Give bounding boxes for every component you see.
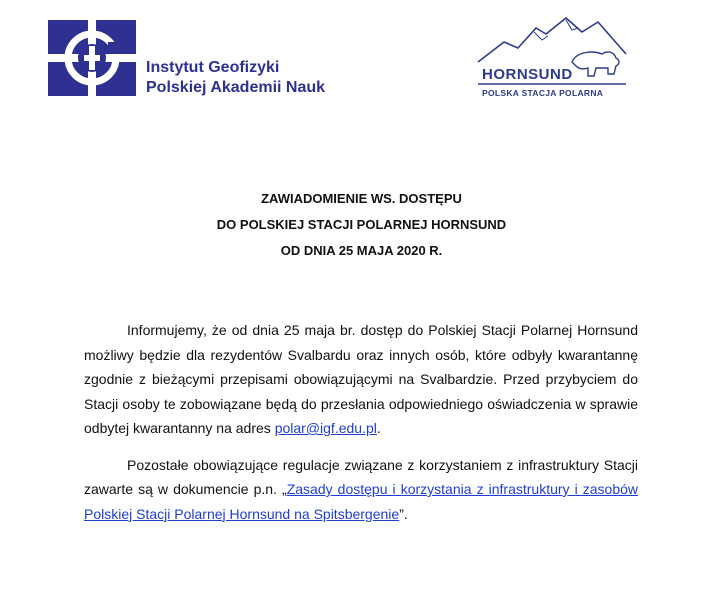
title-line3: OD DNIA 25 MAJA 2020 R.	[280, 243, 443, 258]
igf-name-line2: Polskiej Akademii Nauk	[146, 79, 326, 96]
paragraph-1-end: .	[376, 420, 381, 436]
paragraph-2	[84, 453, 638, 527]
title-line1: ZAWIADOMIENIE WS. DOSTĘPU	[261, 191, 462, 206]
document-body	[84, 318, 638, 526]
paragraph-1-text: Informujemy, że od dnia 25 maja br. dostęp do Polskiej Stacji Polarnej Hornsund możliwy będzie dla rezydentów Svalbardu oraz innych osób, które odbyły kwarantannę zgodnie z bieżącymi przepisami obowiązującymi na Svalbardzie. Przed przybyciem do Stacji osoby te zobowiązane będą do przesłania odpowiedniego oświadczenia w sprawie odbytej kwarantanny na adres	[84, 322, 638, 436]
igf-institute-name	[146, 58, 325, 98]
hornsund-name: HORNSUND	[482, 66, 573, 83]
igf-name-line1: Instytut Geofizyki	[146, 59, 280, 76]
title-line2: DO POLSKIEJ STACJI POLARNEJ HORNSUND	[216, 217, 507, 232]
hornsund-subtitle: POLSKA STACJA POLARNA	[482, 88, 604, 98]
hornsund-logo	[474, 14, 634, 106]
email-link[interactable]: polar@igf.edu.pl	[274, 420, 377, 436]
regulations-document-link[interactable]: Zasady dostępu i korzystania z infrastruktury i zasobów Polskiej Stacji Polarnej Hornsund na Spitsbergenie	[84, 481, 639, 522]
paragraph-2-text: Pozostałe obowiązujące regulacje związane z korzystaniem z infrastruktury Stacji zawarte są w dokumencie p.n. „	[84, 456, 638, 497]
document-title	[0, 186, 723, 264]
paragraph-1	[84, 318, 638, 441]
igf-emblem-icon	[48, 20, 136, 96]
paragraph-2-end: ”.	[399, 505, 408, 522]
igf-logo	[48, 20, 348, 100]
